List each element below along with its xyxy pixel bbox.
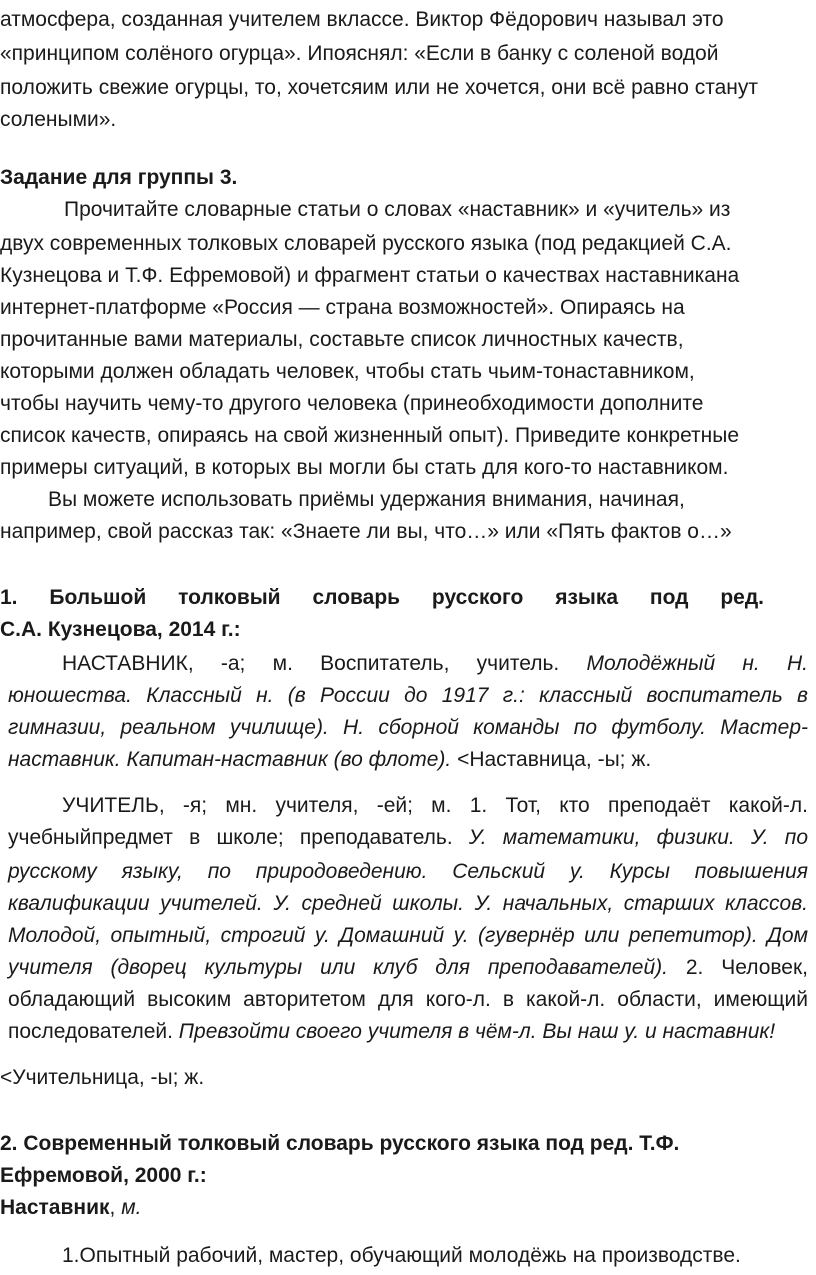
- task-line: интернет-платформе «Россия — страна возможностей». Опираясь на: [0, 296, 685, 319]
- entry-example: учителя (дворец культуры или клуб для преподавателей).: [8, 956, 668, 979]
- task-heading: Задание для группы 3.: [0, 166, 238, 189]
- entry-uchitel-line: квалификации учителей. У. средней школы. У. начальных, старших классов.: [8, 892, 808, 915]
- entry-uchitel-line: обладающий высоким авторитетом для кого-л. в какой-л. области, имеющий: [8, 988, 808, 1011]
- task-line: Прочитайте словарные статьи о словах «наставник» и «учитель» из: [64, 198, 731, 221]
- dict2-title: 2. Современный толковый словарь русского языка под ред. Т.Ф.: [0, 1132, 680, 1155]
- dict1-title: 1. Большой толковый словарь русского языка под ред.: [0, 586, 764, 609]
- task-line: например, свой рассказ так: «Знаете ли вы, что…» или «Пять фактов о…»: [0, 520, 732, 543]
- entry-uchitel-line: Молодой, опытный, строгий у. Домашний у. (гувернёр или репетитор). Дом: [8, 924, 808, 947]
- intro-line-1: атмосфера, созданная учителем вклассе. Виктор Фёдорович называл это: [0, 8, 724, 31]
- entry-uchitel-line: [8, 952, 808, 984]
- entry-uchitel-line: [8, 1016, 775, 1048]
- intro-line-4: солеными».: [0, 108, 117, 131]
- grammar-mark: м.: [121, 1196, 142, 1219]
- entry-nastavnik-line: [62, 648, 808, 680]
- intro-line-2: «принципом солёного огурца». Ипояснял: «Если в банку с соленой водой: [0, 42, 719, 65]
- entry-text: последователей.: [8, 1020, 173, 1043]
- headword: Наставник: [0, 1196, 110, 1219]
- task-line: список качеств, опираясь на свой жизненный опыт). Приведите конкретные: [0, 424, 740, 447]
- task-line: Вы можете использовать приёмы удержания внимания, начиная,: [48, 488, 685, 511]
- dict1-title: С.А. Кузнецова, 2014 г.:: [0, 618, 241, 641]
- entry-uchitel-line: русскому языку, по природоведению. Сельский у. Курсы повышения: [8, 860, 808, 883]
- entry-uchitel-line: УЧИТЕЛЬ, -я; мн. учителя, -ей; м. 1. Тот, кто преподаёт какой-л.: [62, 794, 808, 817]
- entry-example: Молодёжный н. Н.: [586, 652, 809, 675]
- task-line: которыми должен обладать человек, чтобы стать чьим-тонаставником,: [0, 360, 695, 383]
- entry-uchitel-feminine: <Учительница, -ы; ж.: [0, 1066, 205, 1089]
- entry-example: Превзойти своего учителя в чём-л. Вы наш у. и наставник!: [172, 1020, 776, 1043]
- sense-number: 1.: [62, 1244, 80, 1267]
- entry-text: НАСТАВНИК, -а; м. Воспитатель, учитель.: [62, 652, 560, 675]
- entry-example: наставник. Капитан-наставник (во флоте).: [8, 748, 452, 771]
- task-line: прочитанные вами материалы, составьте список личностных качеств,: [0, 328, 684, 351]
- dict2-sense-1: [62, 1240, 741, 1272]
- entry-text: учебныйпредмет в школе; преподаватель.: [8, 826, 453, 849]
- dict2-headword-line: [0, 1192, 141, 1224]
- entry-text: <Наставница, -ы; ж.: [451, 748, 652, 771]
- entry-nastavnik-line: гимназии, реальном училище). Н. сборной команды по футболу. Мастер-: [8, 716, 808, 739]
- dict2-title: Ефремовой, 2000 г.:: [0, 1164, 207, 1187]
- entry-text: 2. Человек,: [667, 956, 808, 979]
- entry-example: У. математики, физики. У. по: [452, 826, 808, 849]
- separator: ,: [109, 1196, 122, 1219]
- task-line: чтобы научить чему-то другого человека (принеобходимости дополните: [0, 392, 704, 415]
- task-line: двух современных толковых словарей русского языка (под редакцией С.А.: [0, 232, 732, 255]
- sense-text: Опытный рабочий, мастер, обучающий молодёжь на производстве.: [79, 1244, 741, 1267]
- entry-uchitel-line: [8, 822, 808, 854]
- task-line: Кузнецова и Т.Ф. Ефремовой) и фрагмент статьи о качествах наставникана: [0, 264, 740, 287]
- task-line: примеры ситуаций, в которых вы могли бы стать для кого-то наставником.: [0, 456, 729, 479]
- entry-nastavnik-line: [8, 744, 651, 776]
- intro-line-3: положить свежие огурцы, то, хочетсяим или не хочется, они всё равно станут: [0, 76, 758, 99]
- entry-nastavnik-line: юношества. Классный н. (в России до 1917 г.: классный воспитатель в: [8, 684, 808, 707]
